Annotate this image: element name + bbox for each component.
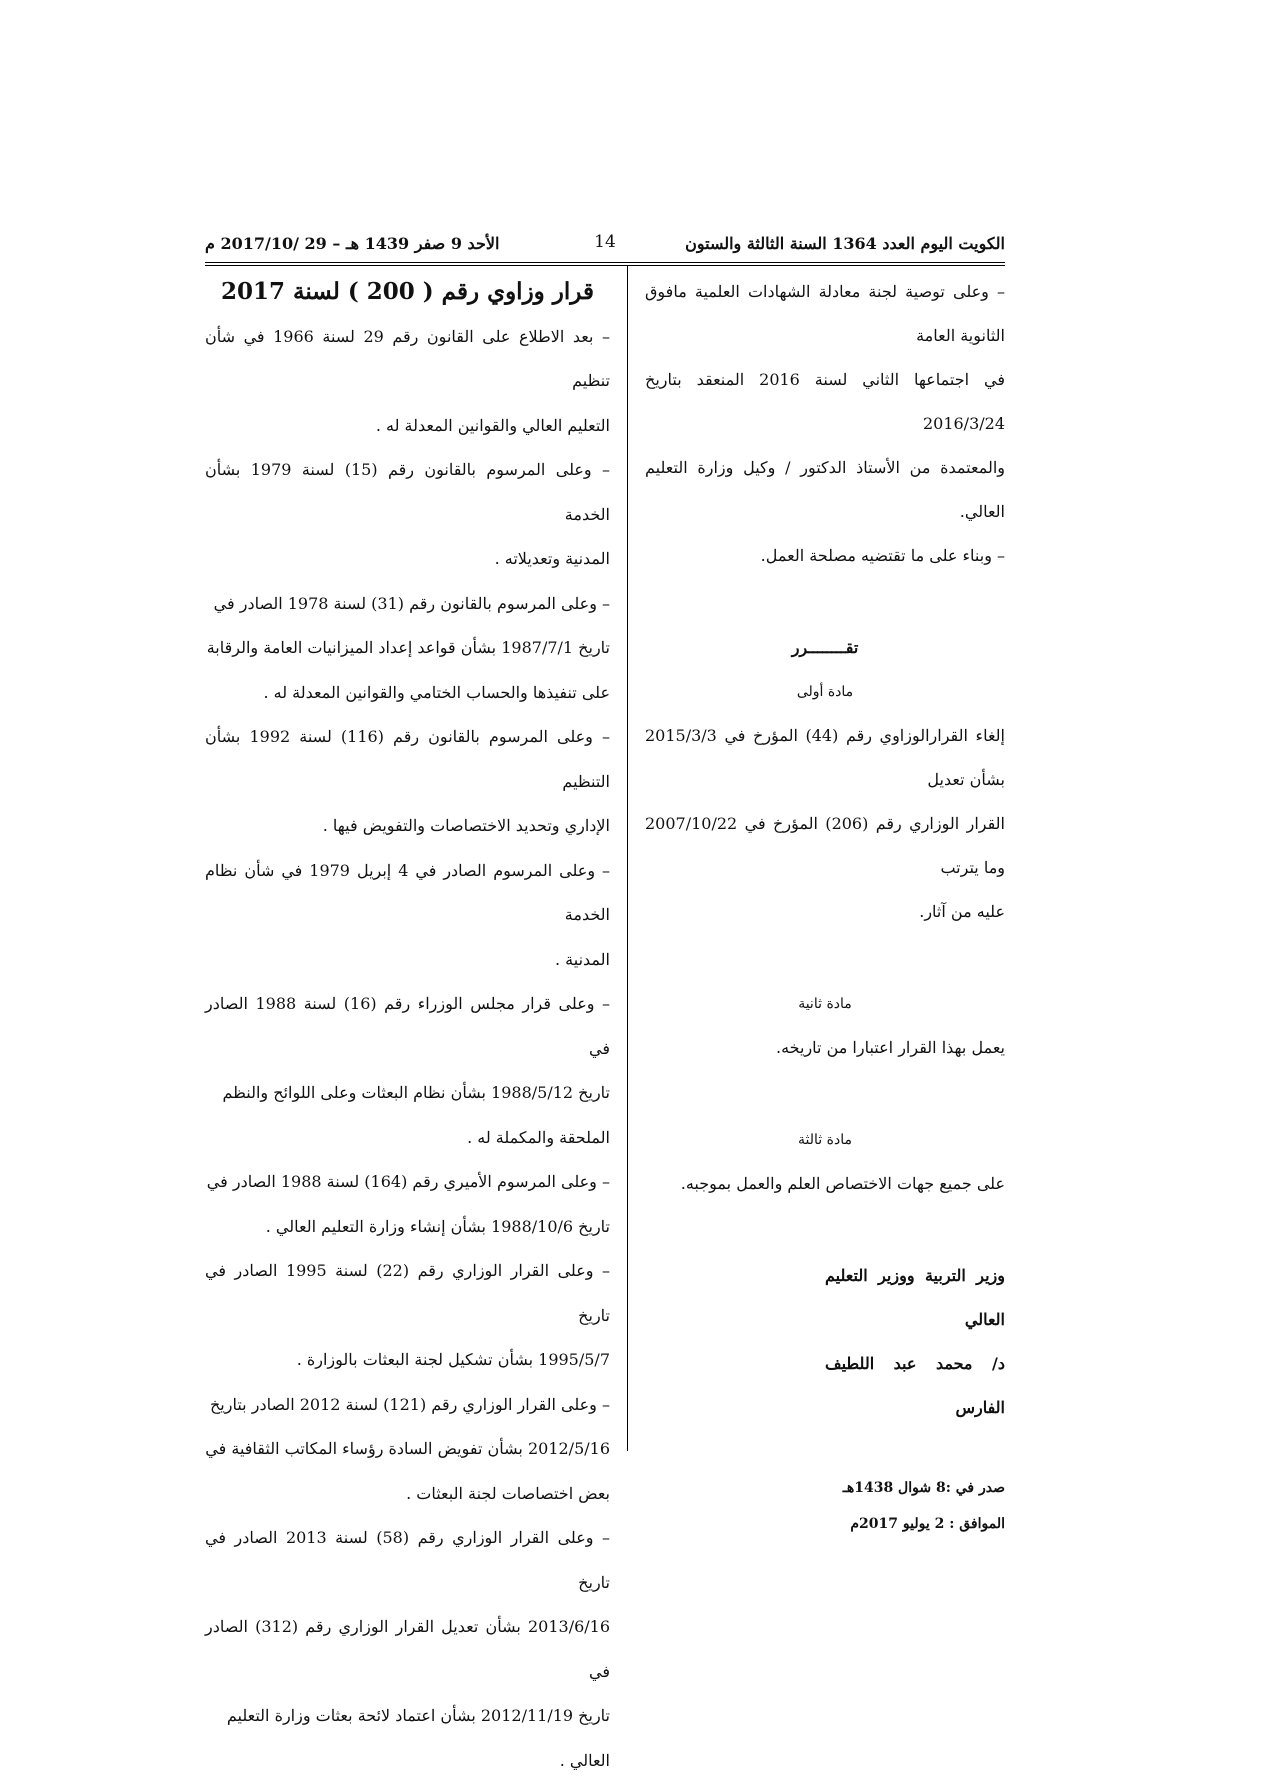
intro-line: في اجتماعها الثاني لسنة 2016 المنعقد بتاريخ 2016/3/24	[645, 358, 1005, 446]
signature-name: د/ محمد عبد اللطيف الفارس	[825, 1342, 1005, 1430]
decides-heading: تقــــــــرر	[645, 626, 1005, 670]
preamble-line: تاريخ 1987/7/1 بشأن قواعد إعداد الميزانيات العامة والرقابة	[205, 626, 610, 671]
preamble-line: – وعلى المرسوم بالقانون رقم (31) لسنة 1978 الصادر في	[205, 582, 610, 627]
preamble-line: الإداري وتحديد الاختصاصات والتفويض فيها .	[205, 804, 610, 849]
header-gazette-info: الكويت اليوم العدد 1364 السنة الثالثة والستون	[685, 234, 1005, 253]
left-column	[205, 270, 610, 1783]
article3-text: على جميع جهات الاختصاص العلم والعمل بموجبه.	[645, 1162, 1005, 1206]
article1-line: إلغاء القرارالوزاوي رقم (44) المؤرخ في 2015/3/3 بشأن تعديل	[645, 714, 1005, 802]
article2-title: مادة ثانية	[645, 982, 1005, 1026]
preamble-line: تاريخ 2012/11/19 بشأن اعتماد لائحة بعثات وزارة التعليم	[205, 1694, 610, 1739]
article3-title: مادة ثالثة	[645, 1118, 1005, 1162]
preamble-line: بعض اختصاصات لجنة البعثات .	[205, 1472, 610, 1517]
preamble-line: المدنية وتعديلاته .	[205, 537, 610, 582]
preamble-line: – وعلى القرار الوزاري رقم (22) لسنة 1995 الصادر في تاريخ	[205, 1249, 610, 1338]
right-column	[645, 270, 1005, 1542]
preamble-line: – وعلى المرسوم بالقانون رقم (15) لسنة 1979 بشأن الخدمة	[205, 448, 610, 537]
preamble-line: 2012/5/16 بشأن تفويض السادة رؤساء المكاتب الثقافية في	[205, 1427, 610, 1472]
preamble-line: 1995/5/7 بشأن تشكيل لجنة البعثات بالوزارة .	[205, 1338, 610, 1383]
page-header	[205, 230, 1005, 260]
intro-line: – وعلى توصية لجنة معادلة الشهادات العلمية مافوق الثانوية العامة	[645, 270, 1005, 358]
preamble-line: – وعلى قرار مجلس الوزراء رقم (16) لسنة 1988 الصادر في	[205, 982, 610, 1071]
article2-text: يعمل بهذا القرار اعتبارا من تاريخه.	[645, 1026, 1005, 1070]
page-number: 14	[205, 232, 1005, 252]
preamble-line: – وعلى القرار الوزاري رقم (58) لسنة 2013 الصادر في تاريخ	[205, 1516, 610, 1605]
preamble-line: – وعلى المرسوم الأميري رقم (164) لسنة 1988 الصادر في	[205, 1160, 610, 1205]
decision-title: قرار وزاوي رقم ( 200 ) لسنة 2017	[205, 270, 610, 315]
preamble-line: تاريخ 1988/10/6 بشأن إنشاء وزارة التعليم العالي .	[205, 1205, 610, 1250]
intro-line: والمعتمدة من الأستاذ الدكتور / وكيل وزارة التعليم العالي.	[645, 446, 1005, 534]
article1-line: القرار الوزاري رقم (206) المؤرخ في 2007/10/22 وما يترتب	[645, 802, 1005, 890]
article1-title: مادة أولى	[645, 670, 1005, 714]
preamble-line: تاريخ 1988/5/12 بشأن نظام البعثات وعلى اللوائح والنظم	[205, 1071, 610, 1116]
header-rule	[205, 262, 1005, 266]
preamble-line: التعليم العالي والقوانين المعدلة له .	[205, 404, 610, 449]
article1-line: عليه من آثار.	[645, 890, 1005, 934]
preamble-line: العالي .	[205, 1739, 610, 1783]
corresponding-date: الموافق : 2 يوليو 2017م	[645, 1506, 1005, 1542]
preamble-line: المدنية .	[205, 938, 610, 983]
issued-date: صدر في :8 شوال 1438هـ	[645, 1470, 1005, 1506]
preamble-line: – وعلى المرسوم بالقانون رقم (116) لسنة 1992 بشأن التنظيم	[205, 715, 610, 804]
preamble-line: على تنفيذها والحساب الختامي والقوانين المعدلة له .	[205, 671, 610, 716]
intro-line: – وبناء على ما تقتضيه مصلحة العمل.	[645, 534, 1005, 578]
signature-position: وزير التربية ووزير التعليم العالي	[825, 1254, 1005, 1342]
preamble-line: – وعلى المرسوم الصادر في 4 إبريل 1979 في شأن نظام الخدمة	[205, 849, 610, 938]
header-date: الأحد 9 صفر 1439 هـ – 29 /2017/10 م	[205, 234, 499, 253]
preamble-line: – بعد الاطلاع على القانون رقم 29 لسنة 1966 في شأن تنظيم	[205, 315, 610, 404]
preamble-line: 2013/6/16 بشأن تعديل القرار الوزاري رقم (312) الصادر في	[205, 1605, 610, 1694]
preamble-line: الملحقة والمكملة له .	[205, 1116, 610, 1161]
column-divider	[627, 266, 628, 1451]
preamble-line: – وعلى القرار الوزاري رقم (121) لسنة 2012 الصادر بتاريخ	[205, 1383, 610, 1428]
